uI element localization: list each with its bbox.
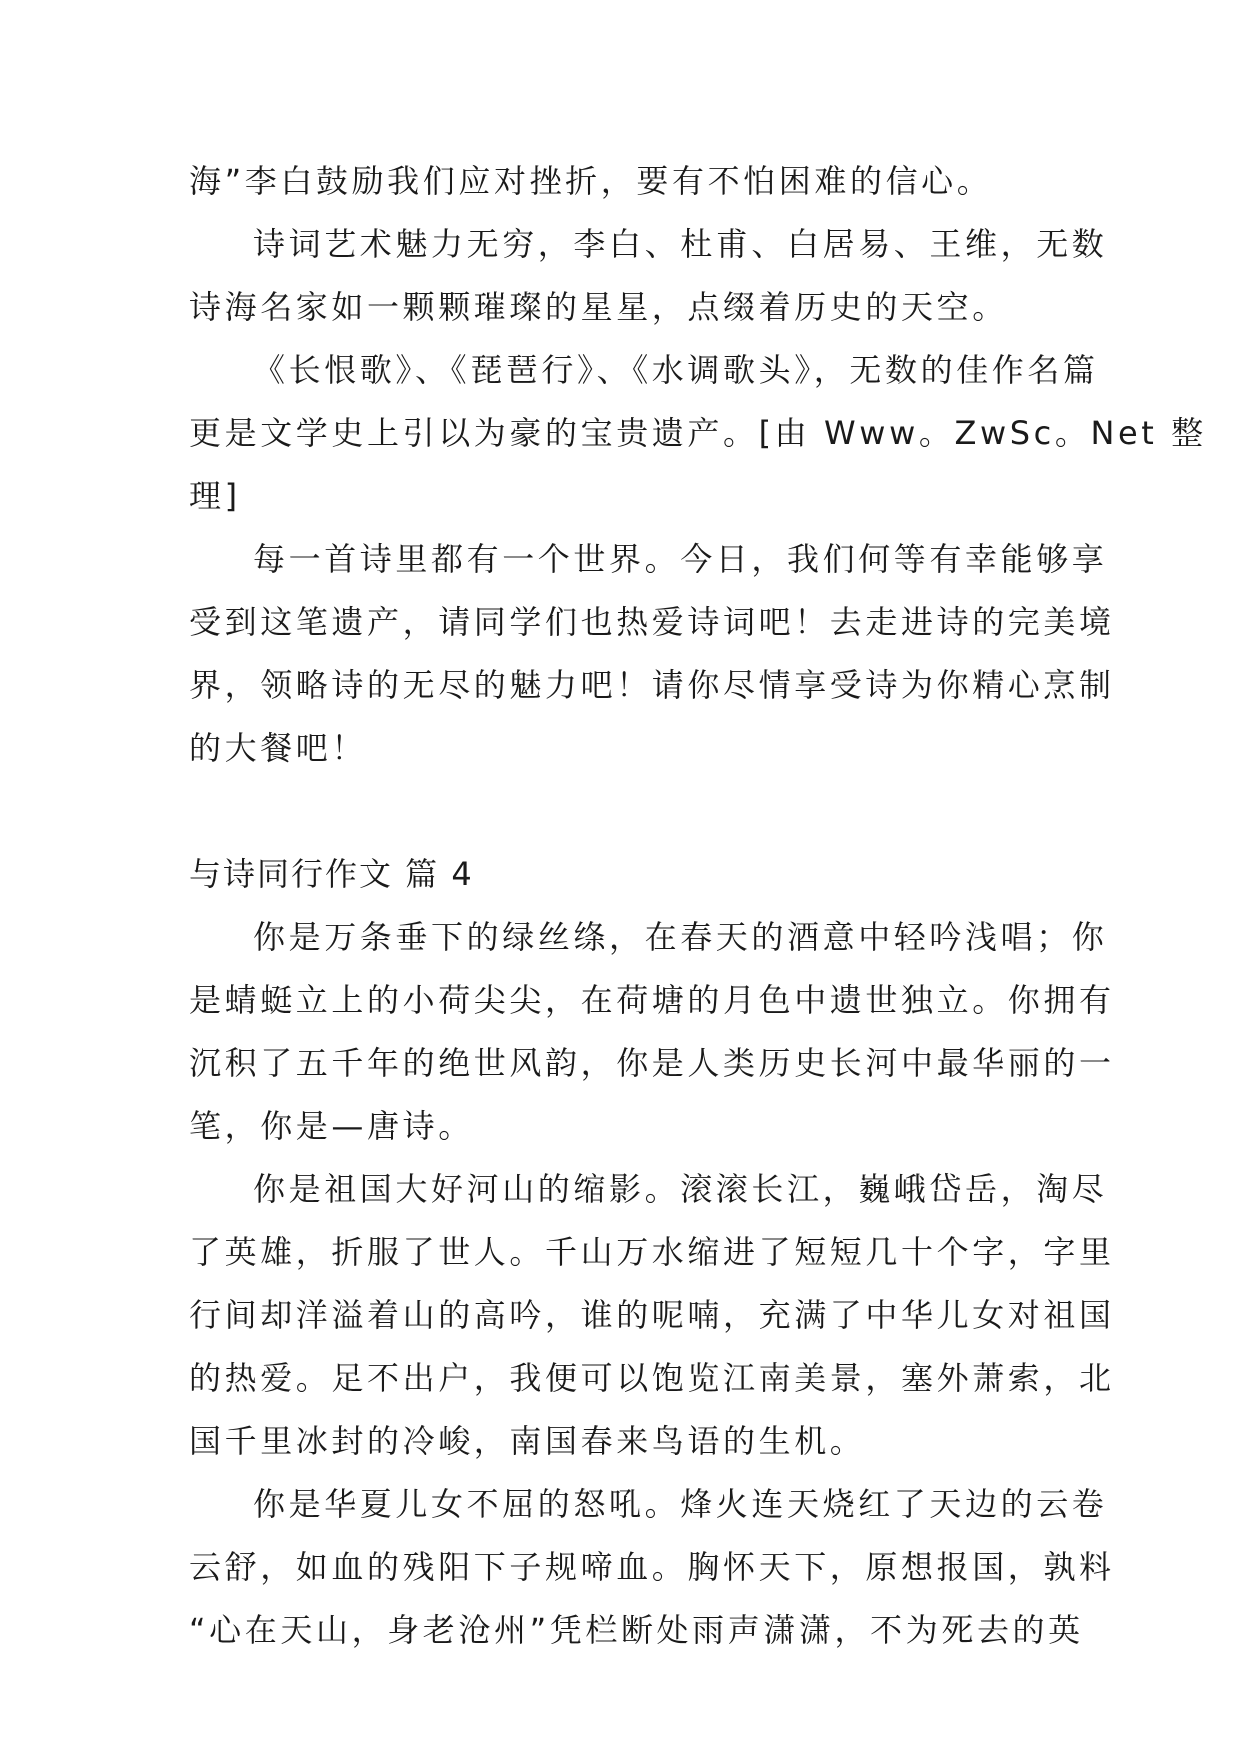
paragraph-section-1 [189, 906, 1115, 1158]
text-line: 理] [189, 477, 241, 515]
paragraph-section-2 [189, 1158, 1115, 1473]
text-line: 沉积了五千年的绝世风韵，你是人类历史长河中最华丽的一 [189, 1044, 1115, 1082]
text-line: 行间却洋溢着山的高吟，谁的呢喃，充满了中华儿女对祖国 [189, 1296, 1115, 1334]
text-line: 《长恨歌》、《琵琶行》、《水调歌头》，无数的佳作名篇 [253, 351, 1099, 389]
text-line: 了英雄，折服了世人。千山万水缩进了短短几十个字，字里 [189, 1233, 1115, 1271]
text-line: 每一首诗里都有一个世界。今日，我们何等有幸能够享 [253, 540, 1108, 578]
text-line: 更是文学史上引以为豪的宝贵遗产。[由 Www。ZwSc。Net 整 [189, 414, 1207, 452]
paragraph-intro-4 [189, 528, 1115, 780]
document-body [189, 150, 1207, 1662]
text-line: 笔，你是—唐诗。 [189, 1107, 474, 1145]
text-line: 你是祖国大好河山的缩影。滚滚长江，巍峨岱岳，淘尽 [253, 1170, 1108, 1208]
paragraph-section-3 [189, 1473, 1115, 1662]
text-line: 的热爱。足不出户，我便可以饱览江南美景，塞外萧索，北 [189, 1359, 1115, 1397]
text-line: 海”李白鼓励我们应对挫折，要有不怕困难的信心。 [189, 162, 993, 200]
paragraph-intro-2 [189, 213, 1108, 339]
text-line: 界，领略诗的无尽的魅力吧！请你尽情享受诗为你精心烹制 [189, 666, 1115, 704]
text-line: 的大餐吧！ [189, 729, 368, 767]
text-line: 受到这笔遗产，请同学们也热爱诗词吧！去走进诗的完美境 [189, 603, 1115, 641]
text-line: 你是华夏儿女不屈的怒吼。烽火连天烧红了天边的云卷 [253, 1485, 1108, 1523]
text-line: 你是万条垂下的绿丝绦，在春天的酒意中轻吟浅唱；你 [253, 918, 1108, 956]
text-line: 国千里冰封的冷峻，南国春来鸟语的生机。 [189, 1422, 866, 1460]
text-line: 诗海名家如一颗颗璀璨的星星，点缀着历史的天空。 [189, 288, 1008, 326]
text-line: “心在天山，身老沧州”凭栏断处雨声潇潇，不为死去的英 [189, 1611, 1084, 1649]
text-line: 诗词艺术魅力无穷，李白、杜甫、白居易、王维，无数 [253, 225, 1108, 263]
text-line: 云舒，如血的残阳下子规啼血。胸怀天下，原想报国，孰料 [189, 1548, 1115, 1586]
text-line: 是蜻蜓立上的小荷尖尖，在荷塘的月色中遗世独立。你拥有 [189, 981, 1115, 1019]
section-heading: 与诗同行作文 篇 4 [189, 855, 474, 893]
paragraph-intro-3 [189, 339, 1207, 528]
paragraph-intro-1 [189, 150, 1049, 213]
